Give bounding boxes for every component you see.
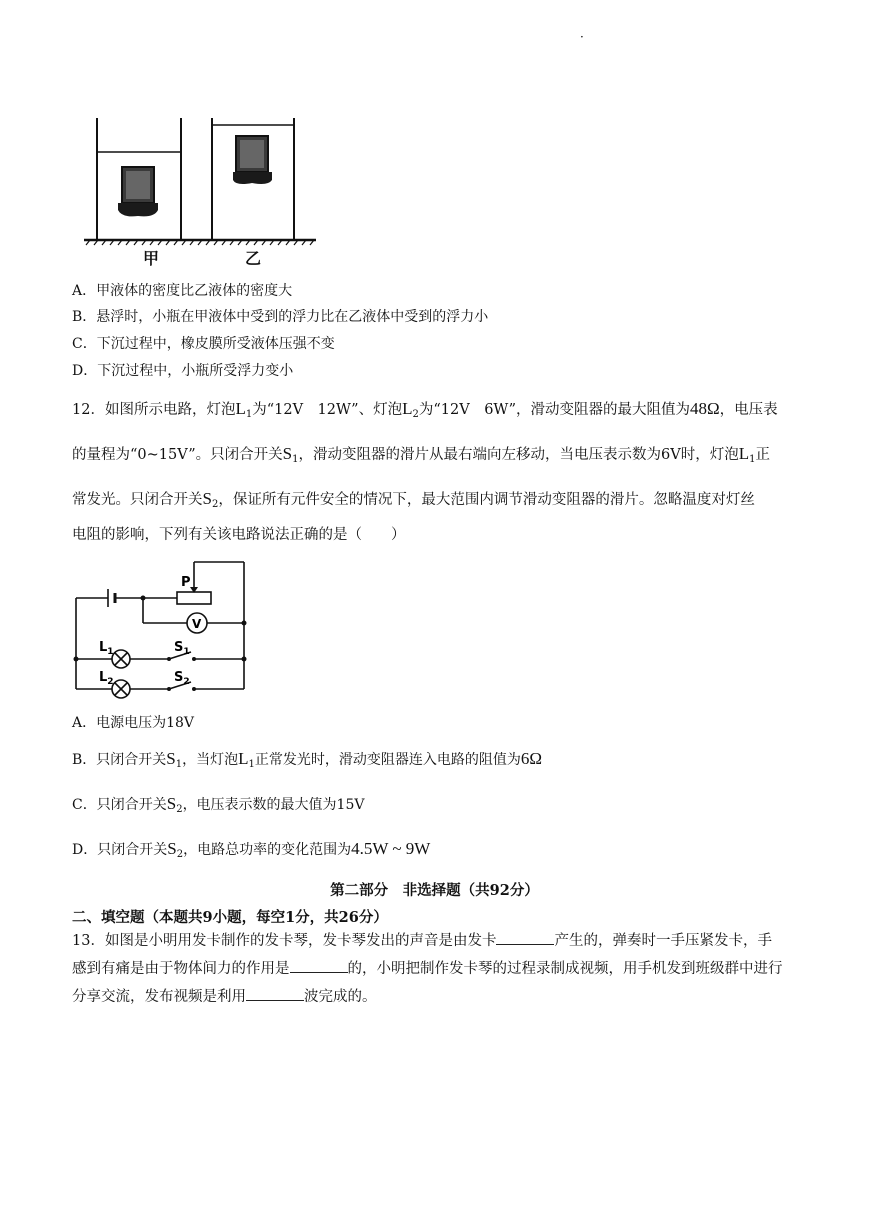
q12-line-4: 电阻的影响，下列有关该电路说法正确的是（ ） (72, 527, 406, 543)
q13-line-2: 感到有痛是由于物体间力的作用是 的，小明把制作发卡琴的过程录制成视频，用手机发到班级群中进行 (72, 961, 783, 977)
figure-label-jia: 甲 (143, 249, 160, 268)
q11-option-a: A．甲液体的密度比乙液体的密度大 (72, 283, 293, 299)
q13-blank-2[interactable] (290, 960, 348, 973)
rheostat-label-p: P (181, 575, 191, 590)
q13-line-3: 分享交流，发布视频是利用 波完成的。 (72, 989, 377, 1005)
switch-label-s2: $S_2$ (174, 670, 190, 687)
figure-label-yi: 乙 (245, 249, 262, 268)
page-mark: · (580, 30, 584, 44)
q12-line-2: 的量程为“0~15V”。只闭合开关$S_1$，滑动变阻器的滑片从最右端向左移动，当电压表示数为6V时，灯泡$L_1$正 (72, 444, 770, 465)
q12-option-d: D．只闭合开关$S_2$，电路总功率的变化范围为4.5W ~ 9W (72, 839, 431, 860)
part-two-title: 第二部分 非选择题（共92分） (330, 882, 539, 899)
container-right (212, 118, 294, 240)
section-two-title: 二、填空题（本题共9小题，每空1分，共26分） (72, 909, 388, 926)
q12-line-3: 常发光。只闭合开关$S_2$，保证所有元件安全的情况下，最大范围内调节滑动变阻器的滑片。忽略温度对灯丝 (72, 489, 755, 510)
lamp-label-l1: $L_1$ (99, 640, 114, 657)
figure-liquid-containers (80, 112, 320, 272)
voltmeter-label: V (192, 617, 202, 631)
switch-label-s1: $S_1$ (174, 640, 190, 657)
q11-option-d: D．下沉过程中，小瓶所受浮力变小 (72, 363, 294, 379)
q13-blank-1[interactable] (496, 932, 554, 945)
q13-blank-3[interactable] (246, 988, 304, 1001)
q12-option-a: A．电源电压为18V (72, 715, 195, 731)
q11-option-b: B．悬浮时，小瓶在甲液体中受到的浮力比在乙液体中受到的浮力小 (72, 309, 489, 325)
circuit-diagram (66, 556, 256, 701)
q11-option-c: C．下沉过程中，橡皮膜所受液体压强不变 (72, 336, 335, 352)
q12-option-b: B．只闭合开关$S_1$，当灯泡$L_1$正常发光时，滑动变阻器连入电路的阻值为6Ω (72, 749, 543, 770)
q13-line-1: 13．如图是小明用发卡制作的发卡琴，发卡琴发出的声音是由发卡 产生的，弹奏时一手压紧发卡，手 (72, 933, 772, 949)
container-left (97, 118, 181, 240)
lamp-label-l2: $L_2$ (99, 670, 114, 687)
q12-line-1: 12．如图所示电路，灯泡$L_1$为“12V 12W”、灯泡$L_2$为“12V 6W”，滑动变阻器的最大阻值为48Ω，电压表 (72, 399, 778, 420)
q12-option-c: C．只闭合开关$S_2$，电压表示数的最大值为15V (72, 794, 365, 815)
